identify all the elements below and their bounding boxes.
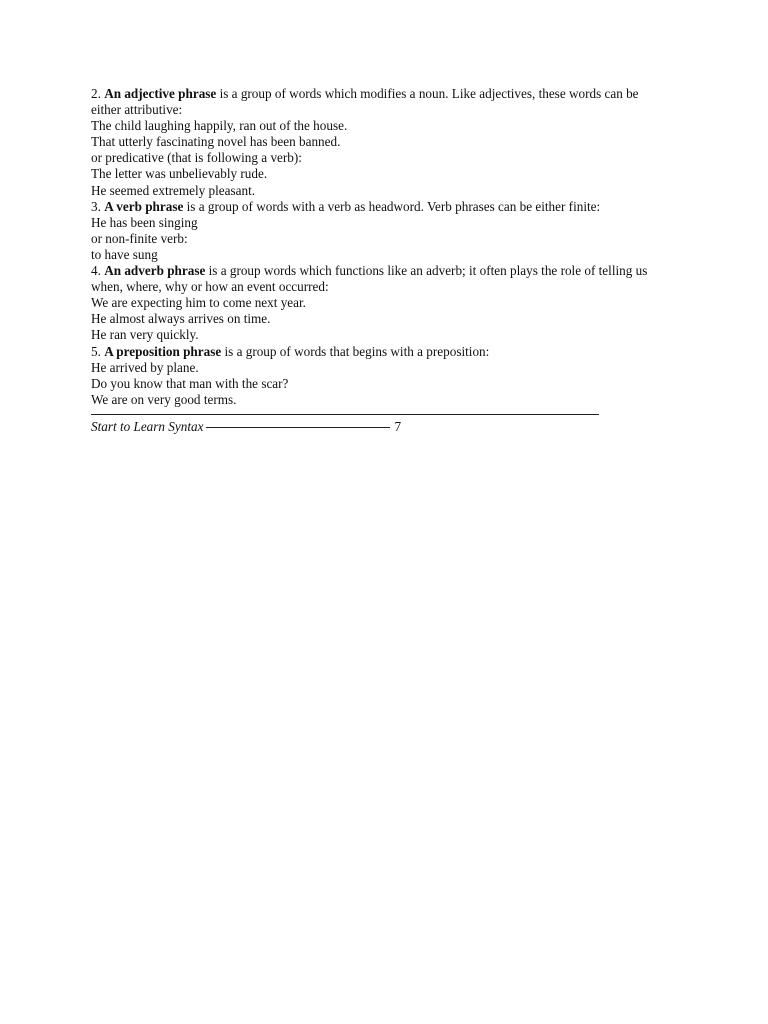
- definition-text: is a group of words that begins with a preposition:: [224, 343, 490, 359]
- example-sentence: The child laughing happily, ran out of the house.: [91, 118, 348, 134]
- section-number: 4.: [91, 263, 101, 279]
- page-footer: [91, 419, 671, 435]
- term-preposition-phrase: A preposition phrase: [104, 343, 222, 359]
- definition-text: is a group of words which modifies a noun. Like adjectives, these words can be either attributive:: [91, 86, 639, 118]
- example-sentence: to have sung: [91, 246, 158, 262]
- preposition-phrase-definition: [91, 344, 671, 360]
- predicative-intro: or predicative (that is following a verb):: [91, 150, 302, 166]
- document-page: [91, 86, 671, 435]
- example-sentence: Do you know that man with the scar?: [91, 375, 289, 391]
- adverb-phrase-definition: [91, 263, 671, 295]
- term-adjective-phrase: An adjective phrase: [104, 86, 217, 101]
- term-verb-phrase: A verb phrase: [104, 198, 184, 214]
- footer-title: Start to Learn Syntax: [91, 418, 204, 434]
- footer-divider: [91, 414, 599, 415]
- adjective-phrase-definition: [91, 86, 671, 118]
- page-number: 7: [394, 418, 402, 434]
- definition-text: is a group of words with a verb as headword. Verb phrases can be either finite:: [186, 198, 601, 214]
- example-sentence: We are expecting him to come next year.: [91, 295, 306, 311]
- footer-underline: [206, 427, 390, 428]
- example-sentence: We are on very good terms.: [91, 391, 237, 407]
- example-sentence: He has been singing: [91, 214, 198, 230]
- section-number: 2.: [91, 86, 101, 101]
- example-sentence: He arrived by plane.: [91, 359, 199, 375]
- definition-text: is a group words which functions like an adverb; it often plays the role of telling us when, where, why or how an event occurred:: [91, 263, 648, 295]
- example-sentence: The letter was unbelievably rude.: [91, 166, 268, 182]
- section-number: 5.: [91, 343, 101, 359]
- example-sentence: He seemed extremely pleasant.: [91, 182, 256, 198]
- term-adverb-phrase: An adverb phrase: [104, 263, 206, 279]
- nonfinite-intro: or non-finite verb:: [91, 230, 188, 246]
- example-sentence: That utterly fascinating novel has been banned.: [91, 134, 341, 150]
- example-sentence: He ran very quickly.: [91, 327, 199, 343]
- example-sentence: He almost always arrives on time.: [91, 311, 271, 327]
- verb-phrase-definition: [91, 199, 671, 215]
- section-number: 3.: [91, 198, 101, 214]
